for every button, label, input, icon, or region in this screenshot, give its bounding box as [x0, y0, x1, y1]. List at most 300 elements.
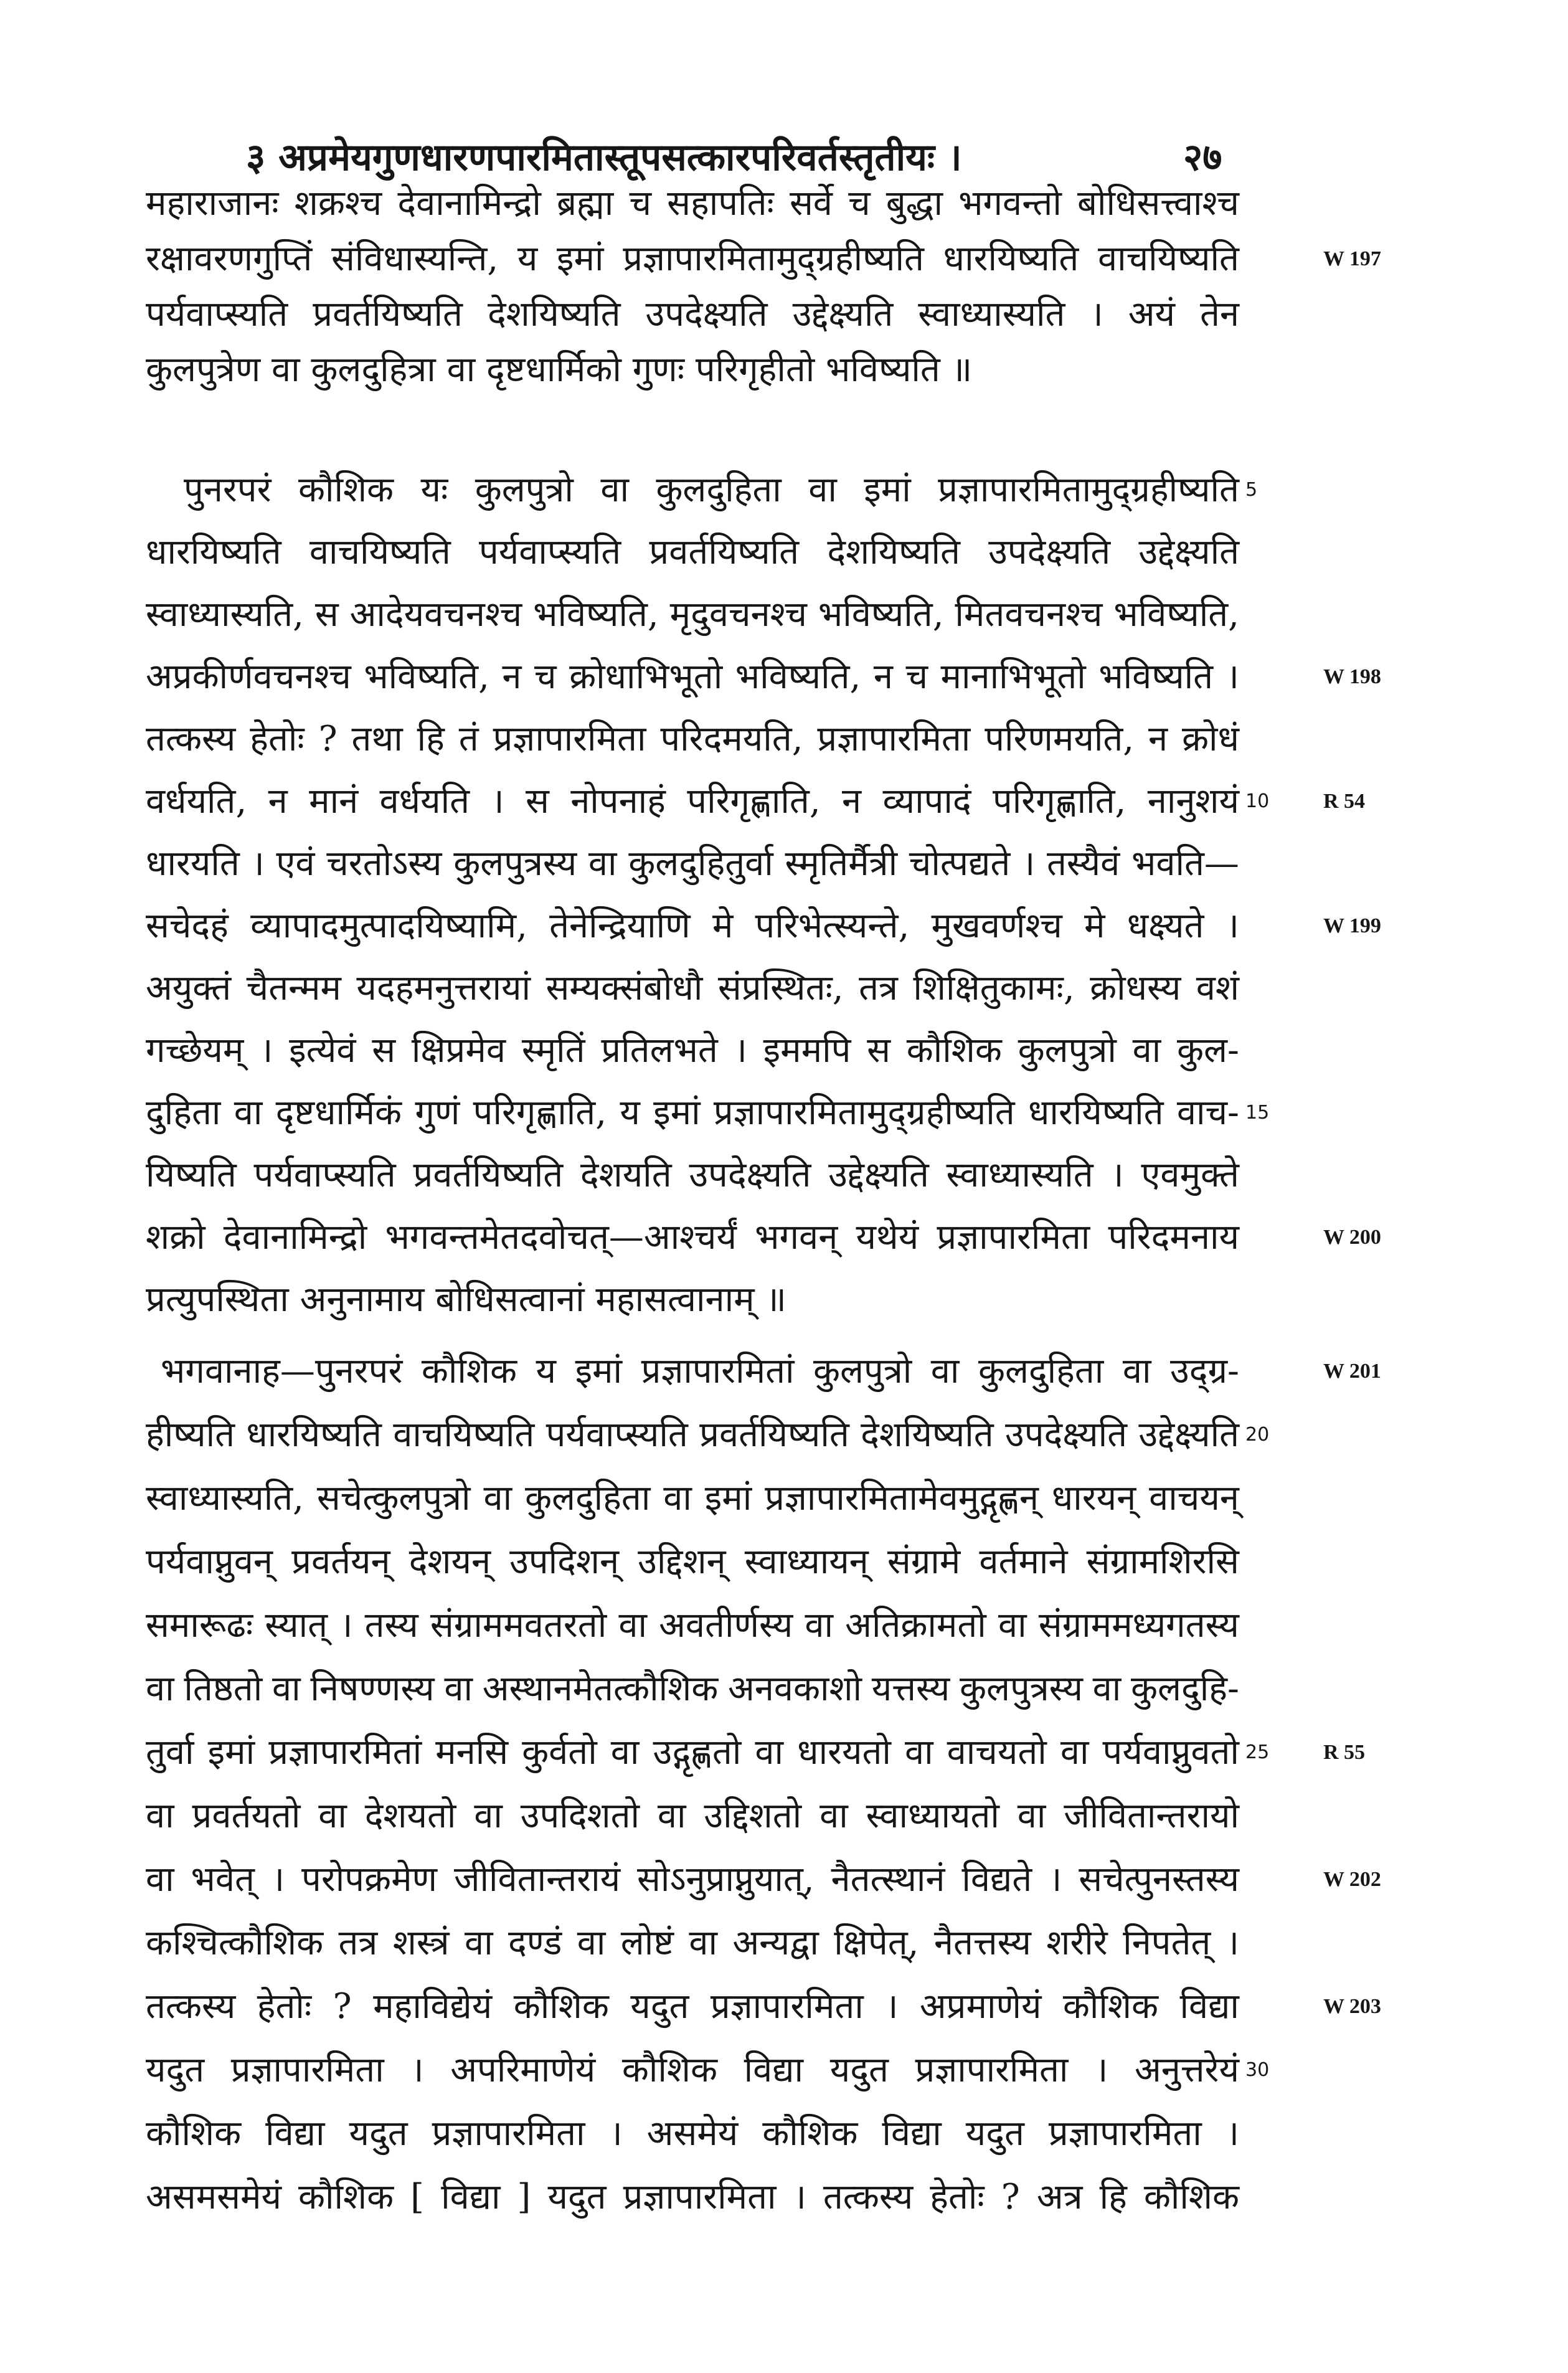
word: भविष्यति,	[364, 656, 489, 697]
word: य	[536, 1351, 557, 1391]
word: प्रज्ञापारमितामुद्ग्रहीष्यति	[623, 239, 924, 279]
word: सम्यक्संबोधौ	[545, 968, 703, 1008]
word: प्रज्ञापारमिता	[937, 1217, 1090, 1258]
line-text	[146, 1975, 1239, 2039]
margin-reference: W 198	[1323, 665, 1381, 688]
word: उद्देक्ष्यति	[1138, 1414, 1239, 1455]
word: यदुत	[829, 2050, 889, 2090]
line-text	[146, 176, 1239, 231]
word: स्मृतिं	[521, 1030, 585, 1071]
margin-reference: W 199	[1323, 914, 1381, 937]
line-text	[146, 1144, 1239, 1206]
word: प्रज्ञापारमिता	[710, 1986, 864, 2027]
text-line	[0, 1721, 1568, 1784]
word: तिष्ठतो	[184, 1669, 263, 1709]
word: संप्रस्थितः,	[717, 968, 844, 1008]
line-text	[146, 1848, 1239, 1911]
word: अयुक्तं	[146, 968, 232, 1008]
word: यः	[420, 470, 448, 510]
word: वा	[1092, 1669, 1122, 1709]
word: प्रवर्तयन्	[291, 1542, 390, 1582]
line-text	[146, 708, 1239, 770]
word: कुल-	[1177, 1030, 1239, 1071]
word: इमां	[653, 1092, 701, 1133]
word: सोऽनुप्राप्नुयात्,	[637, 1859, 815, 1900]
word: इमां	[704, 1478, 752, 1518]
word: एवं	[276, 843, 315, 884]
word: वा	[146, 1859, 174, 1900]
word: देशयतो	[364, 1796, 456, 1836]
word: च	[629, 183, 652, 224]
word: स	[525, 781, 549, 822]
text-line	[0, 1467, 1568, 1530]
word: इत्येवं	[289, 1030, 356, 1071]
text-line	[0, 1020, 1568, 1082]
word: प्रज्ञापारमितामुद्ग्रहीष्यति	[938, 470, 1239, 510]
word: परिगृह्णाति,	[687, 781, 821, 822]
word: ।	[1110, 1155, 1124, 1195]
word: बोधिसत्त्वाश्च	[1077, 183, 1239, 224]
word: हि	[1099, 2177, 1127, 2217]
word: उपदेक्ष्यति	[1005, 1414, 1128, 1455]
word: ।	[251, 843, 265, 884]
word: प्रवर्तयतो	[192, 1796, 301, 1836]
word: तस्यैवं	[1046, 843, 1120, 884]
word: नैतत्स्थानं	[831, 1859, 945, 1900]
text-line	[0, 231, 1568, 287]
text-line	[0, 770, 1568, 833]
word: अवतीर्णस्य	[659, 1605, 793, 1646]
word: कौशिक	[146, 2113, 242, 2154]
word: उद्गृह्णतो	[653, 1732, 742, 1773]
word: कौशिक	[298, 2177, 394, 2217]
text-line	[0, 1340, 1568, 1403]
word: असमसमेयं	[146, 2177, 281, 2217]
word: वा	[1017, 1796, 1046, 1836]
line-text	[146, 2166, 1239, 2229]
line-number: 20	[1245, 1424, 1270, 1446]
word: वा	[755, 1732, 784, 1773]
word: स्वाध्यास्यति,	[146, 594, 304, 635]
word: ।	[734, 1030, 747, 1071]
word: वा	[657, 1796, 686, 1836]
word: उद्दिशतो	[704, 1796, 802, 1836]
word: वशं	[1196, 968, 1239, 1008]
margin-reference: W 201	[1323, 1360, 1381, 1383]
word: स	[372, 1030, 396, 1071]
word: ?	[333, 1986, 352, 2027]
word: स्मृतिर्मैत्री	[785, 843, 898, 884]
word: पर्यवाप्स्यति	[146, 294, 288, 334]
word: उद्देक्ष्यति	[828, 1155, 929, 1195]
word: ।	[885, 1986, 899, 2027]
word: व्यापादं	[882, 781, 971, 822]
word: यत्तस्य	[871, 1669, 950, 1709]
word: ।	[1226, 906, 1239, 946]
word: यदुत	[547, 2177, 607, 2217]
line-text	[146, 1594, 1239, 1657]
word: वा	[930, 1351, 960, 1391]
word: असमेयं	[646, 2113, 739, 2154]
word: कुलदुहिता	[656, 470, 782, 510]
word: न	[842, 781, 862, 822]
text-line	[0, 1144, 1568, 1206]
word: स्वाध्यास्यति	[946, 1155, 1093, 1195]
word: देवानामिन्द्रो	[397, 183, 541, 224]
word: ।	[410, 2050, 424, 2090]
word: वा	[464, 1923, 493, 1963]
word: संग्राममध्यगतस्य	[1038, 1605, 1239, 1646]
text-line	[0, 176, 1568, 231]
line-text	[146, 1657, 1239, 1721]
word: तुर्वा	[146, 1732, 194, 1773]
text-line	[0, 1848, 1568, 1911]
word: पुनरपरं	[184, 470, 272, 510]
word: संविधास्यन्ति,	[331, 239, 499, 279]
word: भविष्यति	[1098, 656, 1214, 697]
word: इमां	[207, 1732, 255, 1773]
word: प्रज्ञापारमितां	[641, 1351, 795, 1391]
word: शस्त्रं	[392, 1923, 450, 1963]
word: सचेदहं	[146, 906, 229, 946]
word: समारूढः	[146, 1605, 253, 1646]
word: बुद्धा	[886, 183, 943, 224]
text-line	[0, 1975, 1568, 2039]
word: पर्यवाप्स्यति	[253, 1155, 396, 1195]
word: मानाभिभूतो	[940, 656, 1086, 697]
word: इमां	[575, 1351, 623, 1391]
word: भविष्यति,	[818, 594, 944, 635]
word: कुलदुहि-	[1131, 1669, 1239, 1709]
word: न	[873, 656, 893, 697]
chapter-title: ३ अप्रमेयगुणधारणपारमितास्तूपसत्कारपरिवर्तस्तृतीयः ।	[246, 136, 962, 179]
text-line	[0, 895, 1568, 957]
word: संग्रामशिरसि	[1086, 1542, 1239, 1582]
word: देशयिष्यति	[487, 294, 621, 334]
word: न	[268, 781, 288, 822]
word: प्रज्ञापारमितामेवमुद्गृह्णन्	[765, 1478, 1039, 1518]
word: प्रज्ञापारमिता	[1048, 2113, 1202, 2154]
word: तत्कस्य	[823, 2177, 914, 2217]
word: मे	[712, 906, 734, 946]
word: धारयन्	[1051, 1478, 1136, 1518]
word: धारयिष्यति	[246, 1414, 382, 1455]
word: च	[905, 656, 928, 697]
word: धक्ष्यते	[1126, 906, 1204, 946]
line-text	[146, 1530, 1239, 1594]
word: यदुत	[965, 2113, 1024, 2154]
margin-reference: R 55	[1323, 1741, 1366, 1764]
word: यदुत	[146, 2050, 205, 2090]
word: प्रवर्तयिष्यति	[699, 1414, 849, 1455]
word: वा	[444, 1669, 473, 1709]
text-line	[0, 287, 1568, 342]
word: अपरिमाणेयं	[450, 2050, 596, 2090]
word: आदेयवचनश्च	[349, 594, 522, 635]
word: वा	[272, 1669, 301, 1709]
word: कुलपुत्रो	[475, 470, 574, 510]
word: दृष्टधार्मिकं	[275, 1092, 402, 1133]
text-line	[0, 1594, 1568, 1657]
word: धारयिष्यति	[943, 239, 1079, 279]
word: उद्देक्ष्यति	[792, 294, 894, 334]
word: जीवितान्तरायो	[1064, 1796, 1239, 1836]
word: हि	[417, 719, 445, 759]
margin-reference: W 202	[1323, 1868, 1381, 1891]
word: मे	[1084, 906, 1105, 946]
word: पर्यवाप्स्यति	[545, 1414, 688, 1455]
word: वाच-	[1176, 1092, 1239, 1133]
word: तत्र	[859, 968, 898, 1008]
word: पर्यवाप्स्यति	[479, 532, 621, 572]
word: क्रोधं	[1181, 719, 1239, 759]
word: हेतोः	[930, 2177, 985, 2217]
word: वा	[234, 1092, 263, 1133]
line-text	[146, 1082, 1239, 1144]
word: लोष्टं	[620, 1923, 674, 1963]
word: प्रज्ञापारमिता	[623, 2177, 777, 2217]
text-line	[0, 2039, 1568, 2102]
word: इमां	[864, 470, 911, 510]
word: वा	[998, 1605, 1027, 1646]
word: भविष्यति,	[735, 656, 861, 697]
word: नोपनाहं	[570, 781, 666, 822]
word: उपदेक्ष्यति	[689, 1155, 811, 1195]
word: कौशिक	[298, 470, 394, 510]
line-text	[146, 231, 1239, 287]
word: व्यापादमुत्पादयिष्यामि,	[250, 906, 527, 946]
word: ।	[1095, 2050, 1108, 2090]
word: शक्रश्च	[294, 183, 382, 224]
text-line	[0, 1657, 1568, 1721]
word: [	[410, 2177, 425, 2217]
word: प्रवर्तयिष्यति	[413, 1155, 564, 1195]
word: ।	[609, 2113, 623, 2154]
word: मनसि	[435, 1732, 509, 1773]
word: जीवितान्तरायं	[453, 1859, 621, 1900]
word: मानं	[309, 781, 359, 822]
line-text	[146, 1911, 1239, 1975]
line-text	[146, 957, 1239, 1020]
word: कुलपुत्रो	[1018, 1030, 1117, 1071]
word: अनवकाशो	[727, 1669, 862, 1709]
word: कुर्वतो	[522, 1732, 597, 1773]
line-number: 15	[1245, 1102, 1270, 1124]
word: वा	[146, 1669, 174, 1709]
word: वाचयिष्यति	[1097, 239, 1239, 279]
word: कुलपुत्रस्य	[959, 1669, 1083, 1709]
word: न	[502, 656, 522, 697]
word: वा	[474, 1796, 503, 1836]
word: उपदिशतो	[520, 1796, 640, 1836]
word: अनुत्तरेयं	[1134, 2050, 1239, 2090]
word: स	[314, 594, 339, 635]
paragraph	[0, 176, 1568, 397]
text-line	[0, 1206, 1568, 1269]
word: ।	[1049, 1859, 1062, 1900]
text-line	[0, 646, 1568, 708]
word: तस्य	[364, 1605, 418, 1646]
word: कौशिक	[1143, 2177, 1239, 2217]
word: तत्कस्य	[146, 719, 236, 759]
word: वा	[1060, 1732, 1089, 1773]
word: यदहमनुत्तरायां	[356, 968, 531, 1008]
word: कौशिक	[1062, 1986, 1159, 2027]
word: प्रज्ञापारमिता	[230, 2050, 384, 2090]
word: ।	[1226, 2113, 1239, 2154]
line-text	[184, 459, 1239, 521]
word: ।	[491, 781, 504, 822]
word: मुखवर्णश्च	[931, 906, 1062, 946]
text-line	[0, 584, 1568, 646]
margin-reference: W 197	[1323, 247, 1381, 270]
word: कुलदुहितुर्वा	[628, 843, 773, 884]
word: वर्धयति,	[146, 781, 247, 822]
word: विद्यते	[961, 1859, 1032, 1900]
word: ?	[1001, 2177, 1020, 2217]
word: पर्यवाप्नुवन्	[146, 1542, 273, 1582]
word: भवेत्	[191, 1859, 255, 1900]
line-text	[146, 895, 1239, 957]
line-text	[146, 646, 1239, 708]
word: उपदेक्ष्यति	[988, 532, 1111, 572]
word: ।	[339, 1605, 353, 1646]
word: भविष्यति,	[533, 594, 659, 635]
word: निषण्णस्य	[310, 1669, 435, 1709]
word: वा	[610, 1732, 640, 1773]
word: स्यात्	[265, 1605, 328, 1646]
word: ।	[260, 1030, 273, 1071]
word: कौशिक	[906, 1030, 1002, 1071]
word: वा	[483, 1478, 512, 1518]
word: प्रवर्तयिष्यति	[313, 294, 463, 334]
word: गुणं	[415, 1092, 460, 1133]
word: देवानामिन्द्रो	[223, 1217, 367, 1258]
text-line	[0, 459, 1568, 521]
line-text: कुलपुत्रेण वा कुलदुहित्रा वा दृष्टधार्मिको गुणः परिगृहीतो भविष्यति ॥	[146, 349, 973, 390]
word: वाचयिष्यति	[393, 1414, 535, 1455]
word: कुलदुहिता	[524, 1478, 651, 1518]
word: मितवचनश्च	[955, 594, 1103, 635]
word: कौशिक	[762, 2113, 858, 2154]
text-line	[0, 1530, 1568, 1594]
word: वाचयिष्यति	[309, 532, 451, 572]
word: वा	[146, 1796, 174, 1836]
word: ।	[271, 1859, 285, 1900]
line-text	[146, 1784, 1239, 1848]
word: अत्र	[1036, 2177, 1083, 2217]
word: य	[517, 239, 538, 279]
word: प्रवर्तयिष्यति	[649, 532, 800, 572]
word: विद्या	[265, 2113, 325, 2154]
word: कश्चित्कौशिक	[146, 1923, 324, 1963]
word: हीष्यति	[146, 1414, 235, 1455]
word: यदुत	[349, 2113, 408, 2154]
word: वाचयतो	[947, 1732, 1047, 1773]
word: देशयिष्यति	[827, 532, 960, 572]
word: एवमुक्ते	[1141, 1155, 1239, 1195]
margin-reference: R 54	[1323, 790, 1366, 813]
line-text	[146, 833, 1239, 895]
line-text	[146, 584, 1239, 646]
line-text	[146, 1020, 1239, 1082]
word: भगवन्तमेतदवोचत्—आश्चर्यं	[385, 1217, 737, 1258]
margin-reference: W 203	[1323, 1995, 1381, 2018]
word: प्रज्ञापारमिता	[493, 719, 646, 759]
word: ?	[318, 719, 338, 759]
paragraph	[0, 1340, 1568, 2229]
word: पर्यवाप्नुवतो	[1102, 1732, 1239, 1773]
line-text	[146, 1721, 1239, 1784]
word: रक्षावरणगुप्तिं	[146, 239, 313, 279]
word: यदुत	[630, 1986, 689, 2027]
word: वर्धयति	[379, 781, 470, 822]
word: ब्रह्मा	[556, 183, 614, 224]
word: परिदमयति,	[660, 719, 803, 759]
word: धारयिष्यति	[1027, 1092, 1164, 1133]
word: तेनेन्द्रियाणि	[549, 906, 691, 946]
word: तत्कस्य	[146, 1986, 236, 2027]
word: यिष्यति	[146, 1155, 237, 1195]
line-text	[146, 2102, 1239, 2166]
word: तं	[458, 719, 479, 759]
word: प्रज्ञापारमिता	[915, 2050, 1069, 2090]
word: ।	[1226, 656, 1239, 697]
line-text	[146, 1403, 1239, 1467]
word: शक्रो	[146, 1217, 205, 1258]
word: नैतत्तस्य	[933, 1923, 1031, 1963]
word: वा	[588, 843, 617, 884]
word: धारयति	[146, 843, 240, 884]
word: सहापतिः	[667, 183, 774, 224]
word: प्रज्ञापारमिता	[432, 2113, 585, 2154]
word: शिक्षितुकामः,	[913, 968, 1075, 1008]
word: ।	[1226, 1923, 1239, 1963]
word: ]	[517, 2177, 531, 2217]
word: सचेत्पुनस्तस्य	[1079, 1859, 1239, 1900]
word: दण्डं	[508, 1923, 562, 1963]
text-line	[0, 1784, 1568, 1848]
word: वर्तमाने	[979, 1542, 1068, 1582]
word: कुलदुहिता	[978, 1351, 1104, 1391]
word: क्रोधाभिभूतो	[569, 656, 723, 697]
word: देशयन्	[409, 1542, 491, 1582]
word: ।	[793, 2177, 806, 2217]
word: भगवन्तो	[958, 183, 1062, 224]
line-text	[146, 521, 1239, 584]
word: न	[1148, 719, 1168, 759]
word: वा	[689, 1923, 717, 1963]
word: कुलपुत्रो	[813, 1351, 912, 1391]
line-text	[146, 2039, 1239, 2102]
word: इममपि	[763, 1030, 851, 1071]
word: प्रज्ञापारमिता	[817, 719, 971, 759]
word: देशयिष्यति	[861, 1414, 994, 1455]
word: अन्यद्वा	[732, 1923, 819, 1963]
word: यथेयं	[856, 1217, 919, 1258]
text-line	[0, 957, 1568, 1020]
line-text	[146, 287, 1239, 342]
page-number: २७	[1183, 136, 1222, 179]
word: अप्रमाणेयं	[919, 1986, 1042, 2027]
word: स्वाध्यायतो	[866, 1796, 999, 1836]
word: संग्रामे	[887, 1542, 961, 1582]
word: परिगृह्णाति,	[993, 781, 1126, 822]
line-number: 5	[1245, 479, 1258, 501]
word: वा	[819, 1796, 848, 1836]
word: प्रज्ञापारमितां	[268, 1732, 422, 1773]
word: हेतोः	[250, 719, 305, 759]
